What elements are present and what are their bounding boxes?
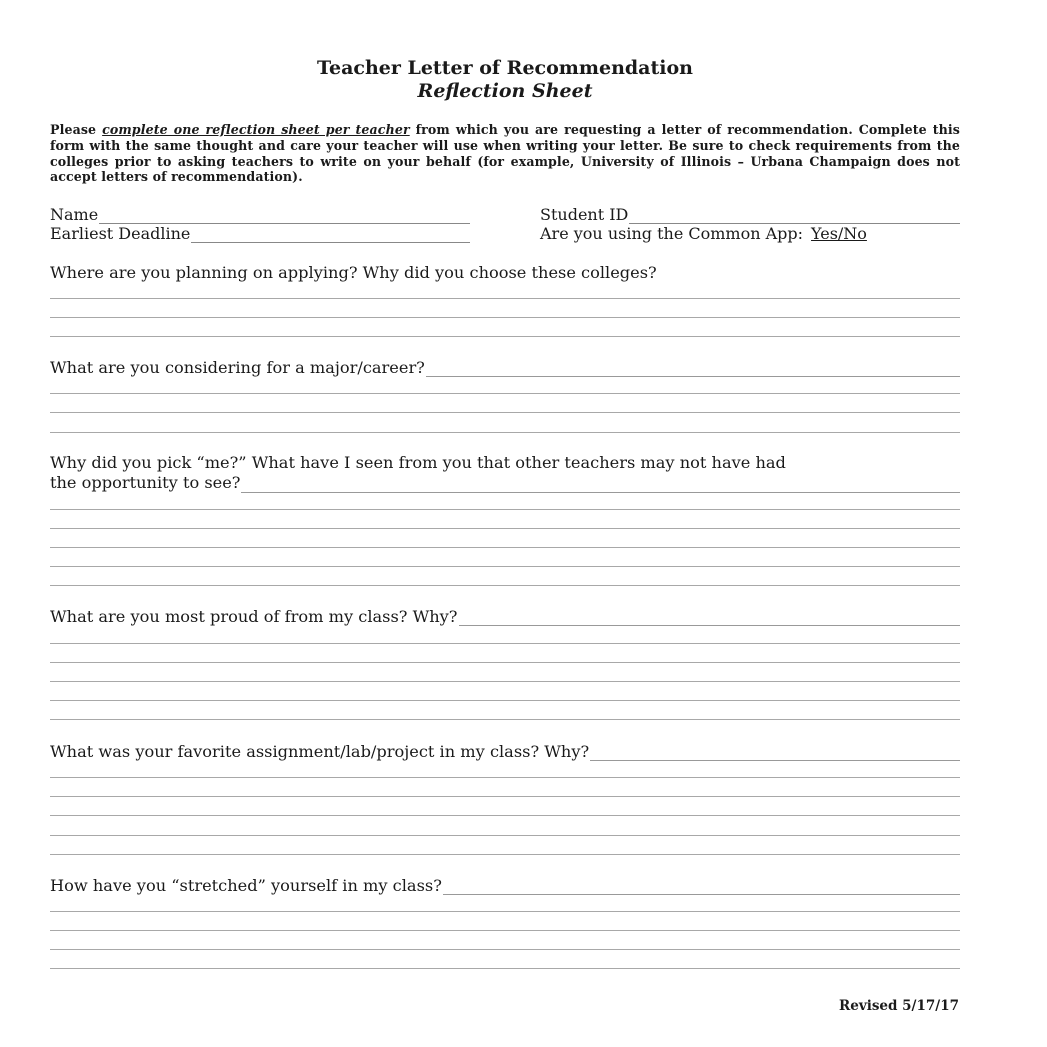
answer-line[interactable] <box>50 643 960 644</box>
instructions-paragraph <box>50 122 960 185</box>
answer-line[interactable] <box>50 336 960 337</box>
answer-line[interactable] <box>50 968 960 969</box>
question-2-text: What are you considering for a major/career? <box>50 358 425 377</box>
answer-line[interactable] <box>50 681 960 682</box>
answer-line[interactable] <box>50 930 960 931</box>
answer-line[interactable] <box>459 612 961 626</box>
answer-line[interactable] <box>50 719 960 720</box>
intro-body: from which you are requesting a letter of recommendation. Complete this form with the same thought and care your teacher will use when writing your letter. Be sure to check requirements from the colleges prior to asking teachers to write on your behalf (for example, University of Illinois – Urbana Champaign does not accept letters of recommendation). <box>50 122 960 185</box>
page-subtitle: Reflection Sheet <box>417 80 593 102</box>
answer-line[interactable] <box>50 949 960 950</box>
answer-line[interactable] <box>50 700 960 701</box>
answer-line[interactable] <box>50 566 960 567</box>
answer-line[interactable] <box>50 298 960 299</box>
student-id-field[interactable] <box>540 204 960 224</box>
answer-line[interactable] <box>50 393 960 394</box>
question-6 <box>50 875 960 895</box>
name-label: Name <box>50 205 99 224</box>
question-4-text: What are you most proud of from my class? Why? <box>50 607 458 626</box>
common-app-label: Are you using the Common App: <box>540 224 804 243</box>
question-5 <box>50 741 960 761</box>
question-3 <box>50 453 960 493</box>
revision-date: Revised 5/17/17 <box>839 998 959 1014</box>
answer-line[interactable] <box>50 547 960 548</box>
student-id-label: Student ID <box>540 205 629 224</box>
answer-line[interactable] <box>50 412 960 413</box>
answer-line[interactable] <box>50 528 960 529</box>
question-4 <box>50 606 960 626</box>
answer-line[interactable] <box>590 747 960 761</box>
student-id-blank[interactable] <box>629 209 960 224</box>
question-3-text-line2: the opportunity to see? <box>50 473 241 492</box>
answer-line[interactable] <box>50 432 960 433</box>
answer-line[interactable] <box>50 796 960 797</box>
question-6-text: How have you “stretched” yourself in my class? <box>50 876 442 895</box>
answer-line[interactable] <box>50 815 960 816</box>
deadline-label: Earliest Deadline <box>50 224 191 243</box>
deadline-field[interactable] <box>50 223 470 243</box>
question-3-text-line1: Why did you pick “me?” What have I seen from you that other teachers may not have had <box>50 453 786 472</box>
answer-line[interactable] <box>50 854 960 855</box>
answer-line[interactable] <box>50 317 960 318</box>
answer-line[interactable] <box>50 585 960 586</box>
common-app-options[interactable]: Yes/No <box>811 224 867 243</box>
intro-lead: Please <box>50 122 103 137</box>
answer-line[interactable] <box>50 509 960 510</box>
name-field[interactable] <box>50 204 470 224</box>
question-1-text: Where are you planning on applying? Why did you choose these colleges? <box>50 263 657 282</box>
answer-line[interactable] <box>50 911 960 912</box>
question-1 <box>50 262 960 282</box>
page-title: Teacher Letter of Recommendation <box>317 57 693 79</box>
answer-line[interactable] <box>50 835 960 836</box>
answer-line[interactable] <box>426 363 960 377</box>
answer-line[interactable] <box>443 881 960 895</box>
question-5-text: What was your favorite assignment/lab/project in my class? Why? <box>50 742 590 761</box>
deadline-blank[interactable] <box>191 228 470 243</box>
answer-line[interactable] <box>50 777 960 778</box>
answer-line[interactable] <box>241 479 960 493</box>
intro-emphasis: complete one reflection sheet per teacher <box>102 122 410 137</box>
common-app-field <box>540 223 960 243</box>
name-blank[interactable] <box>99 209 470 224</box>
answer-line[interactable] <box>50 662 960 663</box>
question-2 <box>50 357 960 377</box>
